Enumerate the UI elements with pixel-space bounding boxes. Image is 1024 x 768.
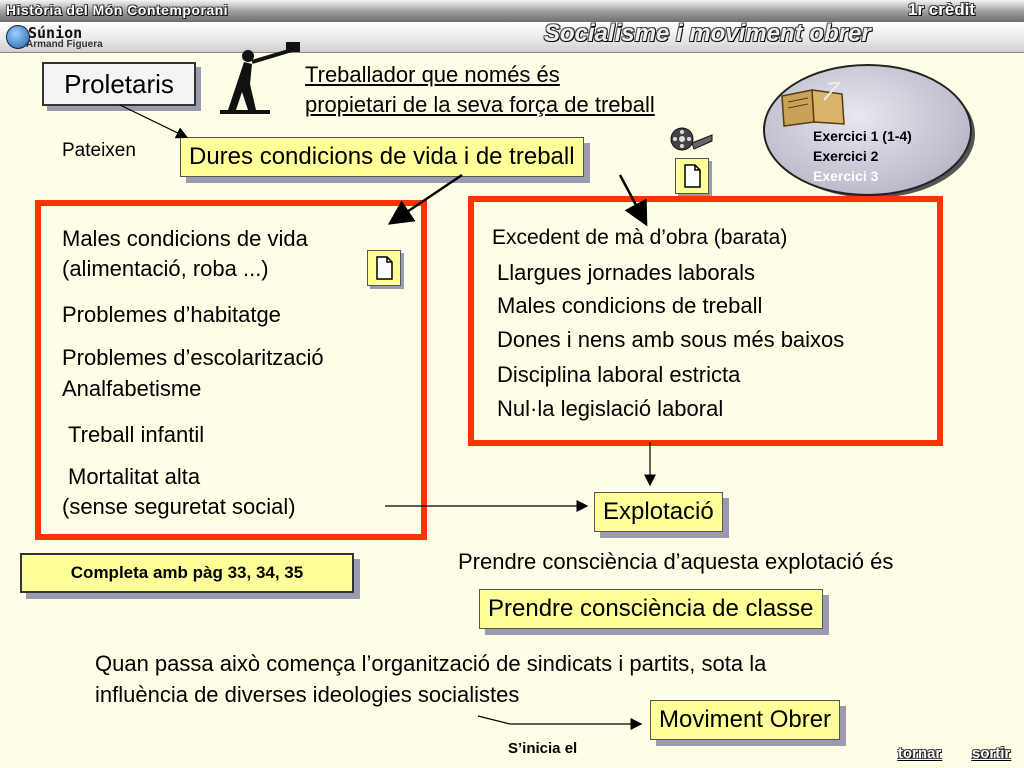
arrow-proletaris-to-dures	[120, 105, 186, 137]
left-item-5: Analfabetisme	[62, 376, 202, 401]
explotacio-label: Explotació	[603, 498, 714, 525]
right-item-5: Disciplina laboral estricta	[497, 362, 741, 387]
right-item-3: Males condicions de treball	[497, 293, 763, 318]
right-item-1: Excedent de mà d’obra (barata)	[492, 226, 788, 249]
proletaris-label: Proletaris	[64, 69, 174, 99]
right-item-4: Dones i nens amb sous més baixos	[497, 327, 845, 352]
arrow-dures-to-right	[620, 175, 645, 222]
prendre-text: Prendre consciència d’aquesta explotació és	[458, 549, 894, 574]
slide-title: Socialisme i moviment obrer	[544, 20, 871, 47]
pateixen-label: Pateixen	[62, 140, 136, 161]
quan-line-2: influència de diverses ideologies socialistes	[95, 682, 520, 707]
left-item-8: (sense seguretat social)	[62, 494, 296, 519]
proletaris-definition-2: propietari de la seva força de treball	[305, 92, 655, 117]
left-item-4: Problemes d’escolarització	[62, 345, 324, 370]
moviment-label: Moviment Obrer	[659, 706, 832, 733]
left-item-3: Problemes d’habitatge	[62, 302, 281, 327]
exercise-link-2[interactable]: Exercici 2	[813, 148, 879, 164]
course-title: Història del Món Contemporani	[6, 2, 229, 18]
exercise-link-3[interactable]: Exercici 3	[813, 168, 879, 184]
left-item-1: Males condicions de vida	[62, 226, 308, 251]
prendre-label: Prendre consciència de classe	[488, 595, 814, 622]
completa-label: Completa amb pàg 33, 34, 35	[70, 563, 304, 582]
arrow-sinicia-to-moviment	[478, 716, 640, 724]
author-name: Armand Figuera	[26, 39, 103, 50]
left-item-7: Mortalitat alta	[68, 464, 201, 489]
quan-line-1: Quan passa això comença l’organització de sindicats i partits, sota la	[95, 651, 767, 676]
right-item-6: Nul·la legislació laboral	[497, 396, 724, 421]
left-item-2: (alimentació, roba ...)	[62, 256, 269, 281]
tornar-link[interactable]: tornar	[898, 745, 942, 762]
dures-label: Dures condicions de vida i de treball	[189, 143, 575, 170]
logo-name: Súnion	[28, 24, 83, 42]
credit-label: 1r crèdit	[908, 0, 976, 19]
exercise-link-1[interactable]: Exercici 1 (1-4)	[813, 128, 912, 144]
right-item-2: Llargues jornades laborals	[497, 260, 756, 285]
sortir-link[interactable]: sortir	[972, 745, 1011, 762]
arrow-dures-to-left	[392, 175, 462, 222]
proletaris-definition-1: Treballador que només és	[305, 62, 560, 87]
left-item-6: Treball infantil	[68, 422, 205, 447]
sinicia-label: S’inicia el	[508, 740, 578, 757]
